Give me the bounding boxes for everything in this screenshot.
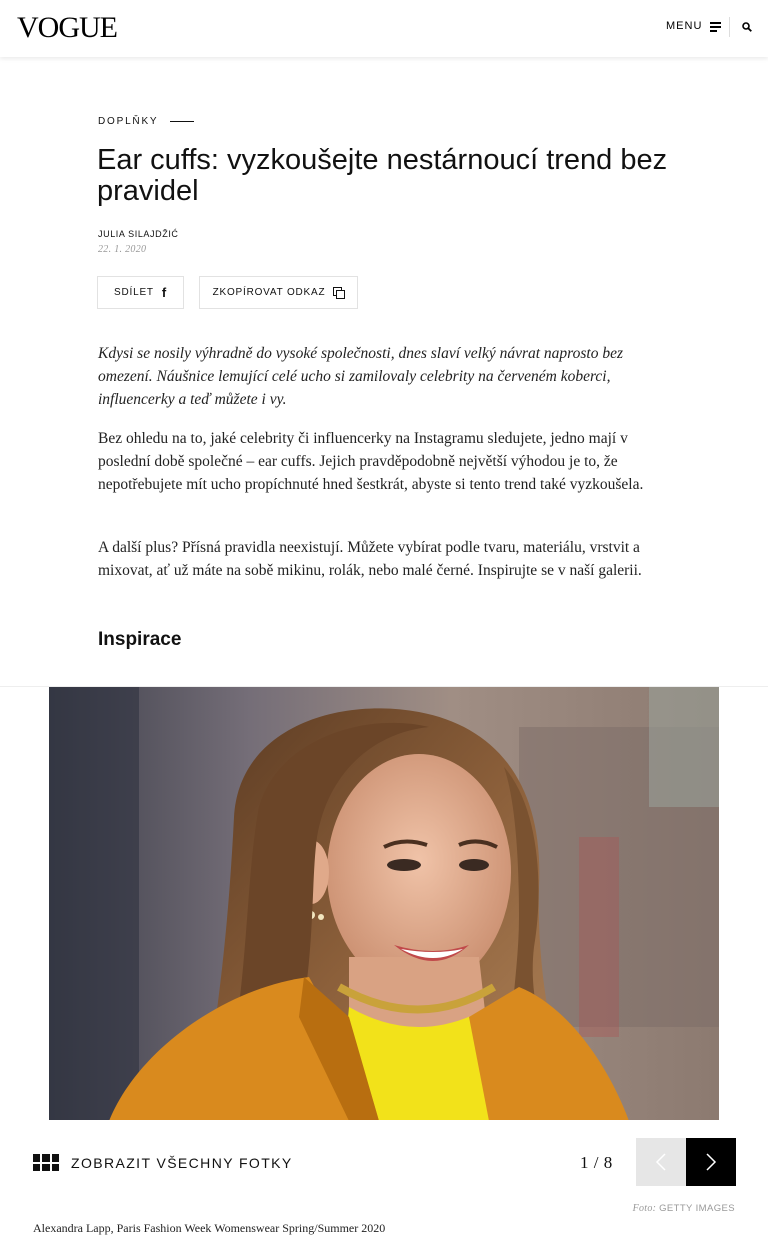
menu-label: MENU: [666, 20, 703, 32]
gallery-controls: [0, 1120, 768, 1204]
share-label: SDÍLET: [114, 287, 154, 298]
article-paragraph: Bez ohledu na to, jaké celebrity či influencerky na Instagramu sledujete, jedno mají v poslední době společné – ear cuffs. Jejich pravděpodobně největší výhodou je to, že nepotřebujete mít ucho propíchnuté hned šestkrát, abyste si tento trend také vyzkoušela.: [98, 430, 644, 493]
copy-link-button[interactable]: [199, 276, 358, 309]
share-button[interactable]: [97, 276, 184, 309]
category-label: DOPLŇKY: [98, 116, 159, 127]
copy-link-label: ZKOPÍROVAT ODKAZ: [212, 287, 326, 298]
copy-icon: [333, 287, 344, 298]
vogue-logo[interactable]: VOGUE: [17, 11, 117, 44]
photo-gallery: [0, 686, 768, 1120]
chevron-left-icon: [655, 1152, 667, 1172]
section-heading: Inspirace: [98, 629, 182, 650]
photo-credit: [633, 1203, 735, 1214]
site-header: [0, 0, 768, 57]
header-divider: [729, 17, 730, 37]
gallery-next-button[interactable]: [686, 1138, 736, 1186]
article-author[interactable]: JULIA SILAJDŽIĆ: [98, 229, 179, 239]
article-date: 22. 1. 2020: [98, 244, 147, 255]
gallery-prev-button[interactable]: [636, 1138, 686, 1186]
category-dash: [170, 121, 194, 122]
facebook-icon: f: [161, 285, 167, 300]
hamburger-icon: [710, 22, 721, 31]
chevron-right-icon: [705, 1152, 717, 1172]
portrait-illustration: [49, 687, 719, 1121]
show-all-photos-button[interactable]: [33, 1154, 293, 1171]
gallery-photo[interactable]: [49, 687, 719, 1121]
article-lead: Kdysi se nosily výhradně do vysoké společnosti, dnes slaví velký návrat naprosto bez omezení. Náušnice lemující celé ucho si zamilovaly celebrity na červeném koberci, influencerky a teď můžete i vy.: [98, 345, 624, 408]
credit-source: GETTY IMAGES: [659, 1203, 735, 1214]
grid-icon: [33, 1154, 59, 1171]
menu-button[interactable]: [666, 20, 721, 32]
search-icon[interactable]: [742, 22, 752, 32]
article-category[interactable]: [98, 116, 194, 127]
article-title: Ear cuffs: vyzkoušejte nestárnoucí trend bez pravidel: [97, 144, 668, 207]
gallery-counter: 1 / 8: [580, 1153, 613, 1172]
show-all-label: ZOBRAZIT VŠECHNY FOTKY: [71, 1154, 293, 1171]
article-paragraph: A další plus? Přísná pravidla neexistují. Můžete vybírat podle tvaru, materiálu, vrstvit a mixovat, ať už máte na sobě mikinu, rolák, nebo malé černé. Inspirujte se v naší galerii.: [98, 539, 642, 579]
photo-caption: Alexandra Lapp, Paris Fashion Week Womenswear Spring/Summer 2020: [33, 1221, 386, 1235]
credit-label: Foto:: [632, 1203, 657, 1214]
